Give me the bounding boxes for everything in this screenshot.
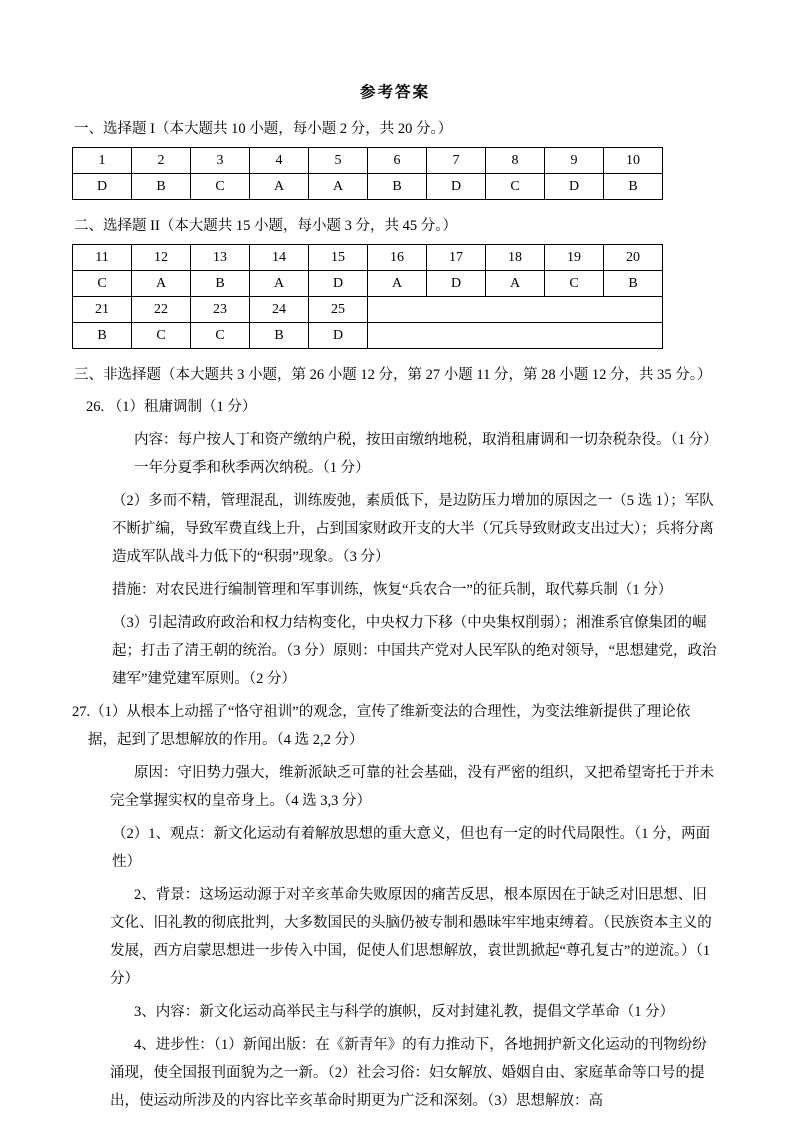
- table-cell: 10: [604, 148, 663, 174]
- table-cell: C: [486, 174, 545, 200]
- table-row-headers: [73, 148, 663, 174]
- table-cell: D: [309, 271, 368, 297]
- table-cell: 13: [191, 245, 250, 271]
- table-cell: 4: [250, 148, 309, 174]
- section2-heading: 二、选择题 II（本大题共 15 小题，每小题 3 分，共 45 分。）: [74, 218, 458, 234]
- table-cell: 25: [309, 297, 368, 323]
- table-cell: C: [73, 271, 132, 297]
- table-cell: 23: [191, 297, 250, 323]
- table-cell: 15: [309, 245, 368, 271]
- table-cell: B: [368, 174, 427, 200]
- table-cell: C: [191, 174, 250, 200]
- table-cell: 19: [545, 245, 604, 271]
- table-cell: 1: [73, 148, 132, 174]
- table-cell: 22: [132, 297, 191, 323]
- table-cell: 8: [486, 148, 545, 174]
- table-cell: A: [250, 271, 309, 297]
- table-cell: 7: [427, 148, 486, 174]
- answer-q26-part3: （3）引起清政府政治和权力结构变化，中央权力下移（中央集权削弱）；湘淮系官僚集团的崛起；打击了清王朝的统治。（3 分）原则：中国共产党对人民军队的绝对领导，“思想建党，政治建军”建党建军原则。（2 分）: [112, 615, 717, 687]
- table-cell: C: [132, 323, 191, 349]
- table-cell: D: [309, 323, 368, 349]
- section3-heading: 三、非选择题（本大题共 3 小题，第 26 小题 12 分，第 27 小题 11 分，第 28 小题 12 分，共 35 分。）: [74, 367, 712, 383]
- table-cell: B: [604, 271, 663, 297]
- table-cell: A: [250, 174, 309, 200]
- answer-q26-part2-measures: 措施：对农民进行编制管理和军事训练，恢复“兵农合一”的征兵制，取代募兵制（1 分）: [112, 582, 673, 598]
- table-cell: B: [73, 323, 132, 349]
- table-cell: B: [250, 323, 309, 349]
- answer-q27-part1: 27.（1）从根本上动摇了“恪守祖训”的观念，宣传了维新变法的合理性，为变法维新提供了理论依据，起到了思想解放的作用。（4 选 2,2 分）: [72, 704, 691, 748]
- choice-table-1: [72, 147, 663, 200]
- answer-q26-part2: （2）多而不精，管理混乱，训练废弛，素质低下，是边防压力增加的原因之一（5 选 1）；军队不断扩编，导致军费直线上升，占到国家财政开支的大半（冗兵导致财政支出过大）；兵将分离造成军队战斗力低下的“积弱”现象。（3 分）: [112, 493, 714, 565]
- table-cell: 12: [132, 245, 191, 271]
- empty-cell: [368, 297, 663, 323]
- answer-q27-part2-viewpoint: （2）1、观点：新文化运动有着解放思想的重大意义，但也有一定的时代局限性。（1 分，两面性）: [112, 826, 711, 870]
- table-cell: B: [191, 271, 250, 297]
- answer-q27-part2-background: 2、背景：这场运动源于对辛亥革命失败原因的痛苦反思，根本原因在于缺乏对旧思想、旧文化、旧礼教的彻底批判，大多数国民的头脑仍被专制和愚昧牢牢地束缚着。（民族资本主义的发展，西方启蒙思想进一步传入中国，促使人们思想解放，袁世凯掀起“尊孔复古”的逆流。）（1 分）: [110, 887, 712, 987]
- table-cell: B: [132, 174, 191, 200]
- table-cell: C: [191, 323, 250, 349]
- table-cell: 14: [250, 245, 309, 271]
- table-cell: C: [545, 271, 604, 297]
- answer-q27-part1-reason: 原因：守旧势力强大，维新派缺乏可靠的社会基础，没有严密的组织，又把希望寄托于并未完全掌握实权的皇帝身上。（4 选 3,3 分）: [110, 765, 714, 809]
- empty-cell: [368, 323, 663, 349]
- table-cell: 5: [309, 148, 368, 174]
- table-row-headers: [73, 297, 663, 323]
- table-cell: 11: [73, 245, 132, 271]
- table-cell: 16: [368, 245, 427, 271]
- document-title: 参考答案: [359, 84, 430, 101]
- table-cell: D: [427, 174, 486, 200]
- table-cell: 9: [545, 148, 604, 174]
- table-cell: 17: [427, 245, 486, 271]
- table-cell: 3: [191, 148, 250, 174]
- answer-q27-part2-progress: 4、进步性：（1）新闻出版：在《新青年》的有力推动下，各地拥护新文化运动的刊物纷纷涌现，使全国报刊面貌为之一新。（2）社会习俗：妇女解放、婚姻自由、家庭革命等口号的提出，使运动所涉及的内容比辛亥革命时期更为广泛和深刻。（3）思想解放：高: [110, 1037, 707, 1109]
- section1-heading: 一、选择题 I（本大题共 10 小题，每小题 2 分，共 20 分。）: [74, 121, 453, 137]
- table-cell: 20: [604, 245, 663, 271]
- table-cell: A: [486, 271, 545, 297]
- table-cell: D: [427, 271, 486, 297]
- table-row-answers: [73, 323, 663, 349]
- table-cell: A: [132, 271, 191, 297]
- table-cell: 21: [73, 297, 132, 323]
- answer-q26-part1-content: 内容：每户按人丁和资产缴纳户税，按田亩缴纳地税，取消租庸调和一切杂税杂役。（1 分）一年分夏季和秋季两次纳税。（1 分）: [134, 432, 718, 476]
- table-row-headers: [73, 245, 663, 271]
- table-cell: 2: [132, 148, 191, 174]
- table-cell: D: [545, 174, 604, 200]
- answer-q26-part1-title: 26. （1）租庸调制（1 分）: [86, 399, 257, 415]
- table-cell: A: [368, 271, 427, 297]
- answer-q27-part2-content: 3、内容：新文化运动高举民主与科学的旗帜，反对封建礼教，提倡文学革命（1 分）: [134, 1004, 675, 1020]
- table-cell: 18: [486, 245, 545, 271]
- table-cell: 24: [250, 297, 309, 323]
- choice-table-2: [72, 244, 663, 349]
- table-row-answers: [73, 174, 663, 200]
- table-cell: B: [604, 174, 663, 200]
- table-cell: D: [73, 174, 132, 200]
- table-cell: A: [309, 174, 368, 200]
- table-cell: 6: [368, 148, 427, 174]
- table-row-answers: [73, 271, 663, 297]
